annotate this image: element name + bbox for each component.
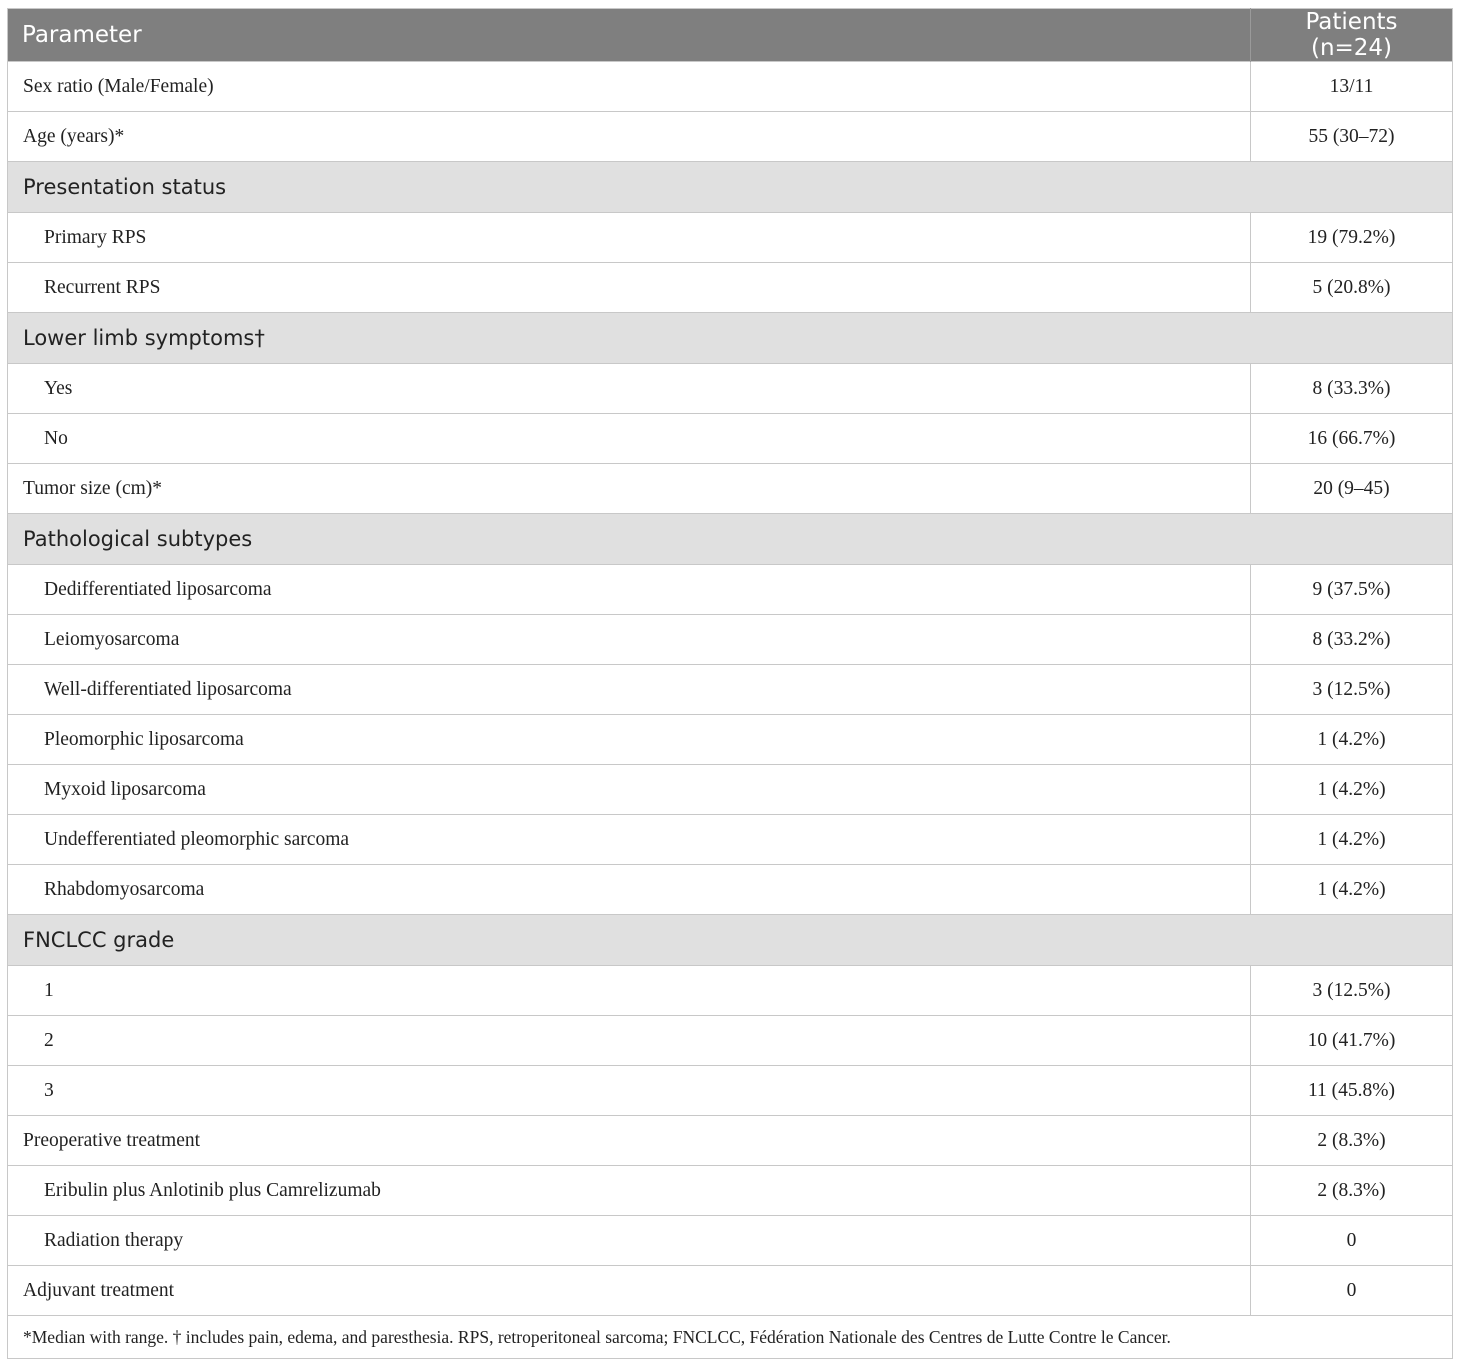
row-value: 0 — [1251, 1266, 1453, 1316]
table-row — [8, 615, 1453, 665]
row-label: Sex ratio (Male/Female) — [8, 62, 1251, 112]
table-row — [8, 364, 1453, 414]
section-header-row — [8, 915, 1453, 966]
row-value: 1 (4.2%) — [1251, 865, 1453, 915]
row-value: 13/11 — [1251, 62, 1453, 112]
row-label: Recurrent RPS — [8, 263, 1251, 313]
header-parameter: Parameter — [8, 9, 1251, 62]
row-label: Primary RPS — [8, 213, 1251, 263]
row-label: Myxoid liposarcoma — [8, 765, 1251, 815]
row-value: 8 (33.3%) — [1251, 364, 1453, 414]
table-footnote: *Median with range. † includes pain, edema, and paresthesia. RPS, retroperitoneal sarcoma; FNCLCC, Fédération Nationale des Centres de Lutte Contre le Cancer. — [8, 1316, 1453, 1359]
row-label: Tumor size (cm)* — [8, 464, 1251, 514]
table-row — [8, 1216, 1453, 1266]
section-header-row — [8, 313, 1453, 364]
row-value: 5 (20.8%) — [1251, 263, 1453, 313]
table-row — [8, 213, 1453, 263]
row-label: Dedifferentiated liposarcoma — [8, 565, 1251, 615]
row-label: Eribulin plus Anlotinib plus Camrelizumab — [8, 1166, 1251, 1216]
table-row — [8, 865, 1453, 915]
row-label: Leiomyosarcoma — [8, 615, 1251, 665]
row-value: 1 (4.2%) — [1251, 715, 1453, 765]
row-label: Age (years)* — [8, 112, 1251, 162]
row-value: 10 (41.7%) — [1251, 1016, 1453, 1066]
row-value: 55 (30–72) — [1251, 112, 1453, 162]
section-label: Lower limb symptoms† — [8, 313, 1453, 364]
table-header-row — [8, 9, 1453, 62]
row-value: 3 (12.5%) — [1251, 665, 1453, 715]
section-label: Presentation status — [8, 162, 1453, 213]
table-row — [8, 715, 1453, 765]
row-value: 8 (33.2%) — [1251, 615, 1453, 665]
table-row — [8, 765, 1453, 815]
row-label: Yes — [8, 364, 1251, 414]
row-value: 11 (45.8%) — [1251, 1066, 1453, 1116]
row-label: Undefferentiated pleomorphic sarcoma — [8, 815, 1251, 865]
row-label: Preoperative treatment — [8, 1116, 1251, 1166]
table-row — [8, 1116, 1453, 1166]
table-row — [8, 62, 1453, 112]
table-row — [8, 1066, 1453, 1116]
row-label: 2 — [8, 1016, 1251, 1066]
row-value: 1 (4.2%) — [1251, 815, 1453, 865]
row-value: 1 (4.2%) — [1251, 765, 1453, 815]
row-value: 19 (79.2%) — [1251, 213, 1453, 263]
table-row — [8, 665, 1453, 715]
row-value: 2 (8.3%) — [1251, 1116, 1453, 1166]
table-row — [8, 966, 1453, 1016]
row-value: 2 (8.3%) — [1251, 1166, 1453, 1216]
row-label: Radiation therapy — [8, 1216, 1251, 1266]
row-label: Rhabdomyosarcoma — [8, 865, 1251, 915]
table-row — [8, 464, 1453, 514]
row-label: No — [8, 414, 1251, 464]
footnote-row — [8, 1316, 1453, 1359]
table-row — [8, 1266, 1453, 1316]
header-patients: Patients (n=24) — [1251, 9, 1453, 62]
row-value: 20 (9–45) — [1251, 464, 1453, 514]
section-header-row — [8, 162, 1453, 213]
table-row — [8, 815, 1453, 865]
table-row — [8, 112, 1453, 162]
table-row — [8, 263, 1453, 313]
table-row — [8, 565, 1453, 615]
row-label: Pleomorphic liposarcoma — [8, 715, 1251, 765]
row-label: 3 — [8, 1066, 1251, 1116]
row-label: Adjuvant treatment — [8, 1266, 1251, 1316]
section-label: Pathological subtypes — [8, 514, 1453, 565]
row-label: Well-differentiated liposarcoma — [8, 665, 1251, 715]
row-label: 1 — [8, 966, 1251, 1016]
characteristics-table — [7, 8, 1453, 1359]
section-label: FNCLCC grade — [8, 915, 1453, 966]
section-header-row — [8, 514, 1453, 565]
row-value: 0 — [1251, 1216, 1453, 1266]
row-value: 9 (37.5%) — [1251, 565, 1453, 615]
table-row — [8, 1016, 1453, 1066]
table-row — [8, 1166, 1453, 1216]
row-value: 3 (12.5%) — [1251, 966, 1453, 1016]
row-value: 16 (66.7%) — [1251, 414, 1453, 464]
table-row — [8, 414, 1453, 464]
